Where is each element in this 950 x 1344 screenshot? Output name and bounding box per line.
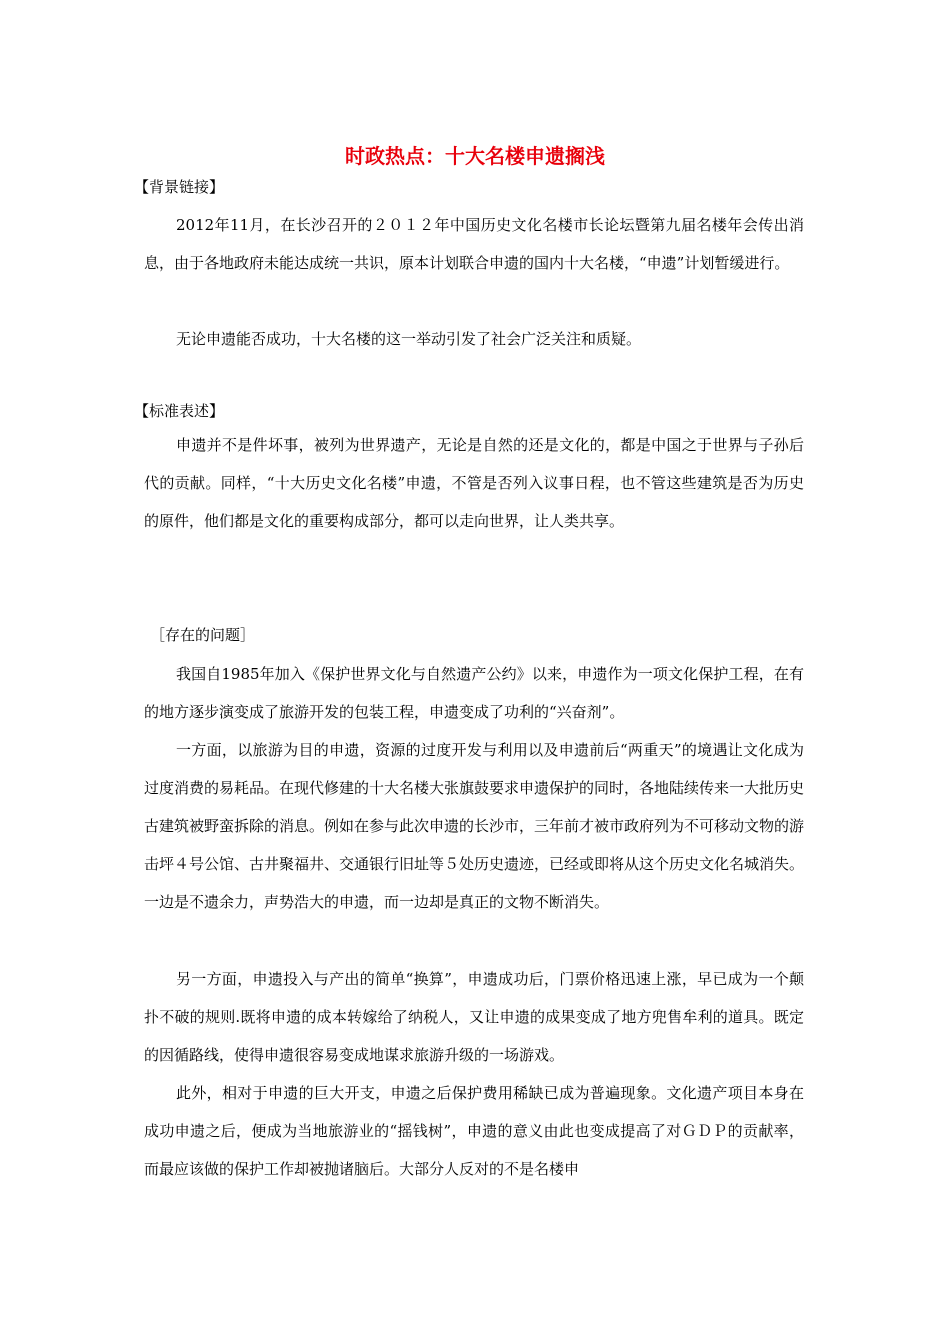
paragraph: 申遗并不是件坏事，被列为世界遗产，无论是自然的还是文化的，都是中国之于世界与子孙后代的贡献。同样，“十大历史文化名楼”申遗，不管是否列入议事日程，也不管这些建筑是否为历史的原件，他们都是文化的重要构成部分，都可以走向世界，让人类共享。	[144, 436, 804, 530]
section-heading-standard-statement: 【标准表述】	[134, 402, 225, 420]
paragraph: 另一方面，申遗投入与产出的简单“换算”，申遗成功后，门票价格迅速上涨，早已成为一个颠扑不破的规则.既将申遗的成本转嫁给了纳税人，又让申遗的成果变成了地方兜售牟利的道具。既定的因循路线，使得申遗很容易变成地谋求旅游升级的一场游戏。	[144, 970, 804, 1064]
paragraph: 一方面，以旅游为目的申遗，资源的过度开发与利用以及申遗前后“两重天”的境遇让文化成为过度消费的易耗品。在现代修建的十大名楼大张旗鼓要求申遗保护的同时，各地陆续传来一大批历史古建筑被野蛮拆除的消息。例如在参与此次申遗的长沙市，三年前才被市政府列为不可移动文物的游击坪４号公馆、古井聚福井、交通银行旧址等５处历史遗迹，已经或即将从这个历史文化名城消失。一边是不遗余力，声势浩大的申遗，而一边却是真正的文物不断消失。	[144, 741, 805, 911]
paragraph: 无论申遗能否成功，十大名楼的这一举动引发了社会广泛关注和质疑。	[176, 330, 642, 348]
paragraph: 此外，相对于申遗的巨大开支，申遗之后保护费用稀缺已成为普遍现象。文化遗产项目本身在成功申遗之后，便成为当地旅游业的“摇钱树”，申遗的意义由此也变成提高了对ＧＤＰ的贡献率，而最应该做的保护工作却被抛诸脑后。大部分人反对的不是名楼申	[144, 1084, 804, 1178]
section-heading-background: 【背景链接】	[134, 178, 225, 196]
page-title: 时政热点：十大名楼申遗搁浅	[345, 144, 605, 168]
paragraph: 2012年11月，在长沙召开的２０１２年中国历史文化名楼市长论坛暨第九届名楼年会传出消息，由于各地政府未能达成统一共识，原本计划联合申遗的国内十大名楼，“申遗”计划暂缓进行。	[144, 216, 804, 272]
section-heading-existing-problems: ［存在的问题］	[150, 626, 256, 644]
paragraph: 我国自1985年加入《保护世界文化与自然遗产公约》以来，申遗作为一项文化保护工程，在有的地方逐步演变成了旅游开发的包装工程，申遗变成了功利的“兴奋剂”。	[144, 665, 804, 721]
